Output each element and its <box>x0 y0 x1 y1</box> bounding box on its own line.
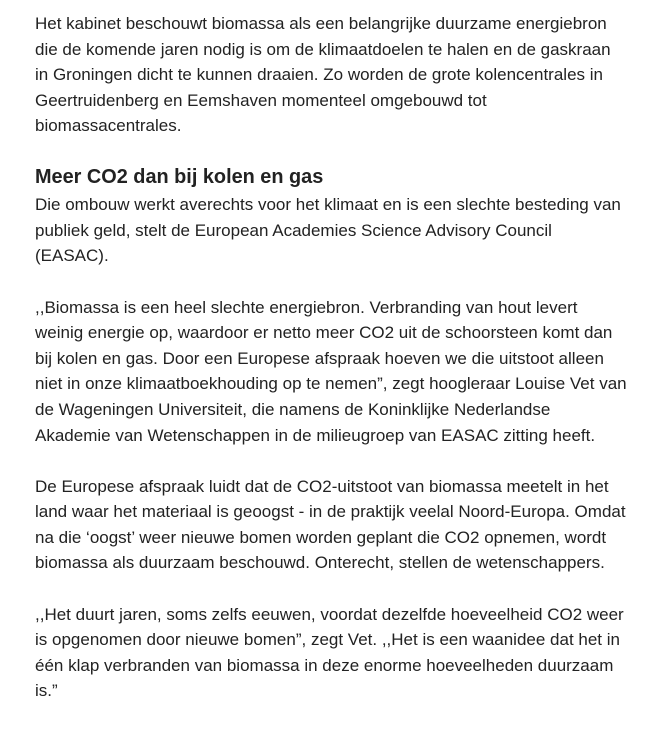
article-paragraph-afspraak <box>35 474 660 576</box>
paragraph-line: De Europese afspraak luidt dat de CO2-uitstoot van biomassa meetelt in het <box>35 476 609 496</box>
paragraph-line: na die ‘oogst’ weer nieuwe bomen worden geplant die CO2 opnemen, wordt <box>35 527 607 547</box>
article-paragraph-intro <box>35 11 660 139</box>
article-paragraph-ombouw <box>35 192 660 269</box>
paragraph-line: Geertruidenberg en Eemshaven momenteel omgebouwd tot <box>35 90 487 110</box>
paragraph-line: land waar het materiaal is geoogst - in de praktijk veelal Noord-Europa. Omdat <box>35 502 626 522</box>
article-paragraph-quote-vet <box>35 295 660 449</box>
paragraph-line: in Groningen dicht te kunnen draaien. Zo worden de grote kolencentrales in <box>35 65 603 85</box>
paragraph-line: één klap verbranden van biomassa in deze enorme hoeveelheden duurzaam <box>35 655 614 675</box>
paragraph-line: biomassacentrales. <box>35 116 182 136</box>
paragraph-line: Die ombouw werkt averechts voor het klimaat en is een slechte besteding van <box>35 195 621 215</box>
section-heading: Meer CO2 dan bij kolen en gas <box>35 165 324 188</box>
paragraph-line: Akademie van Wetenschappen in de milieugroep van EASAC zitting heeft. <box>35 425 596 445</box>
paragraph-line: weinig energie op, waardoor er netto meer CO2 uit de schoorsteen komt dan <box>35 323 613 343</box>
paragraph-line: de Wageningen Universiteit, die namens de Koninklijke Nederlandse <box>35 399 551 419</box>
paragraph-line: ,,Het duurt jaren, soms zelfs eeuwen, voordat dezelfde hoeveelheid CO2 weer <box>35 604 624 624</box>
paragraph-line: biomassa als duurzaam beschouwd. Onterecht, stellen de wetenschappers. <box>35 553 605 573</box>
paragraph-line: Het kabinet beschouwt biomassa als een belangrijke duurzame energiebron <box>35 14 607 33</box>
article-body <box>35 11 660 730</box>
paragraph-line: publiek geld, stelt de European Academies Science Advisory Council <box>35 220 552 240</box>
paragraph-line: ,,Biomassa is een heel slechte energiebron. Verbranding van hout levert <box>35 297 578 317</box>
paragraph-line: bij kolen en gas. Door een Europese afspraak hoeven we die uitstoot alleen <box>35 348 604 368</box>
paragraph-line: die de komende jaren nodig is om de klimaatdoelen te halen en de gaskraan <box>35 39 611 59</box>
article-paragraph-quote-jaren <box>35 602 660 704</box>
paragraph-line: is.” <box>35 681 58 701</box>
paragraph-line: niet in onze klimaatboekhouding op te nemen”, zegt hoogleraar Louise Vet van <box>35 374 627 394</box>
paragraph-line: (EASAC). <box>35 246 109 266</box>
paragraph-line: is opgenomen door nieuwe bomen”, zegt Vet. ,,Het is een waanidee dat het in <box>35 630 620 650</box>
